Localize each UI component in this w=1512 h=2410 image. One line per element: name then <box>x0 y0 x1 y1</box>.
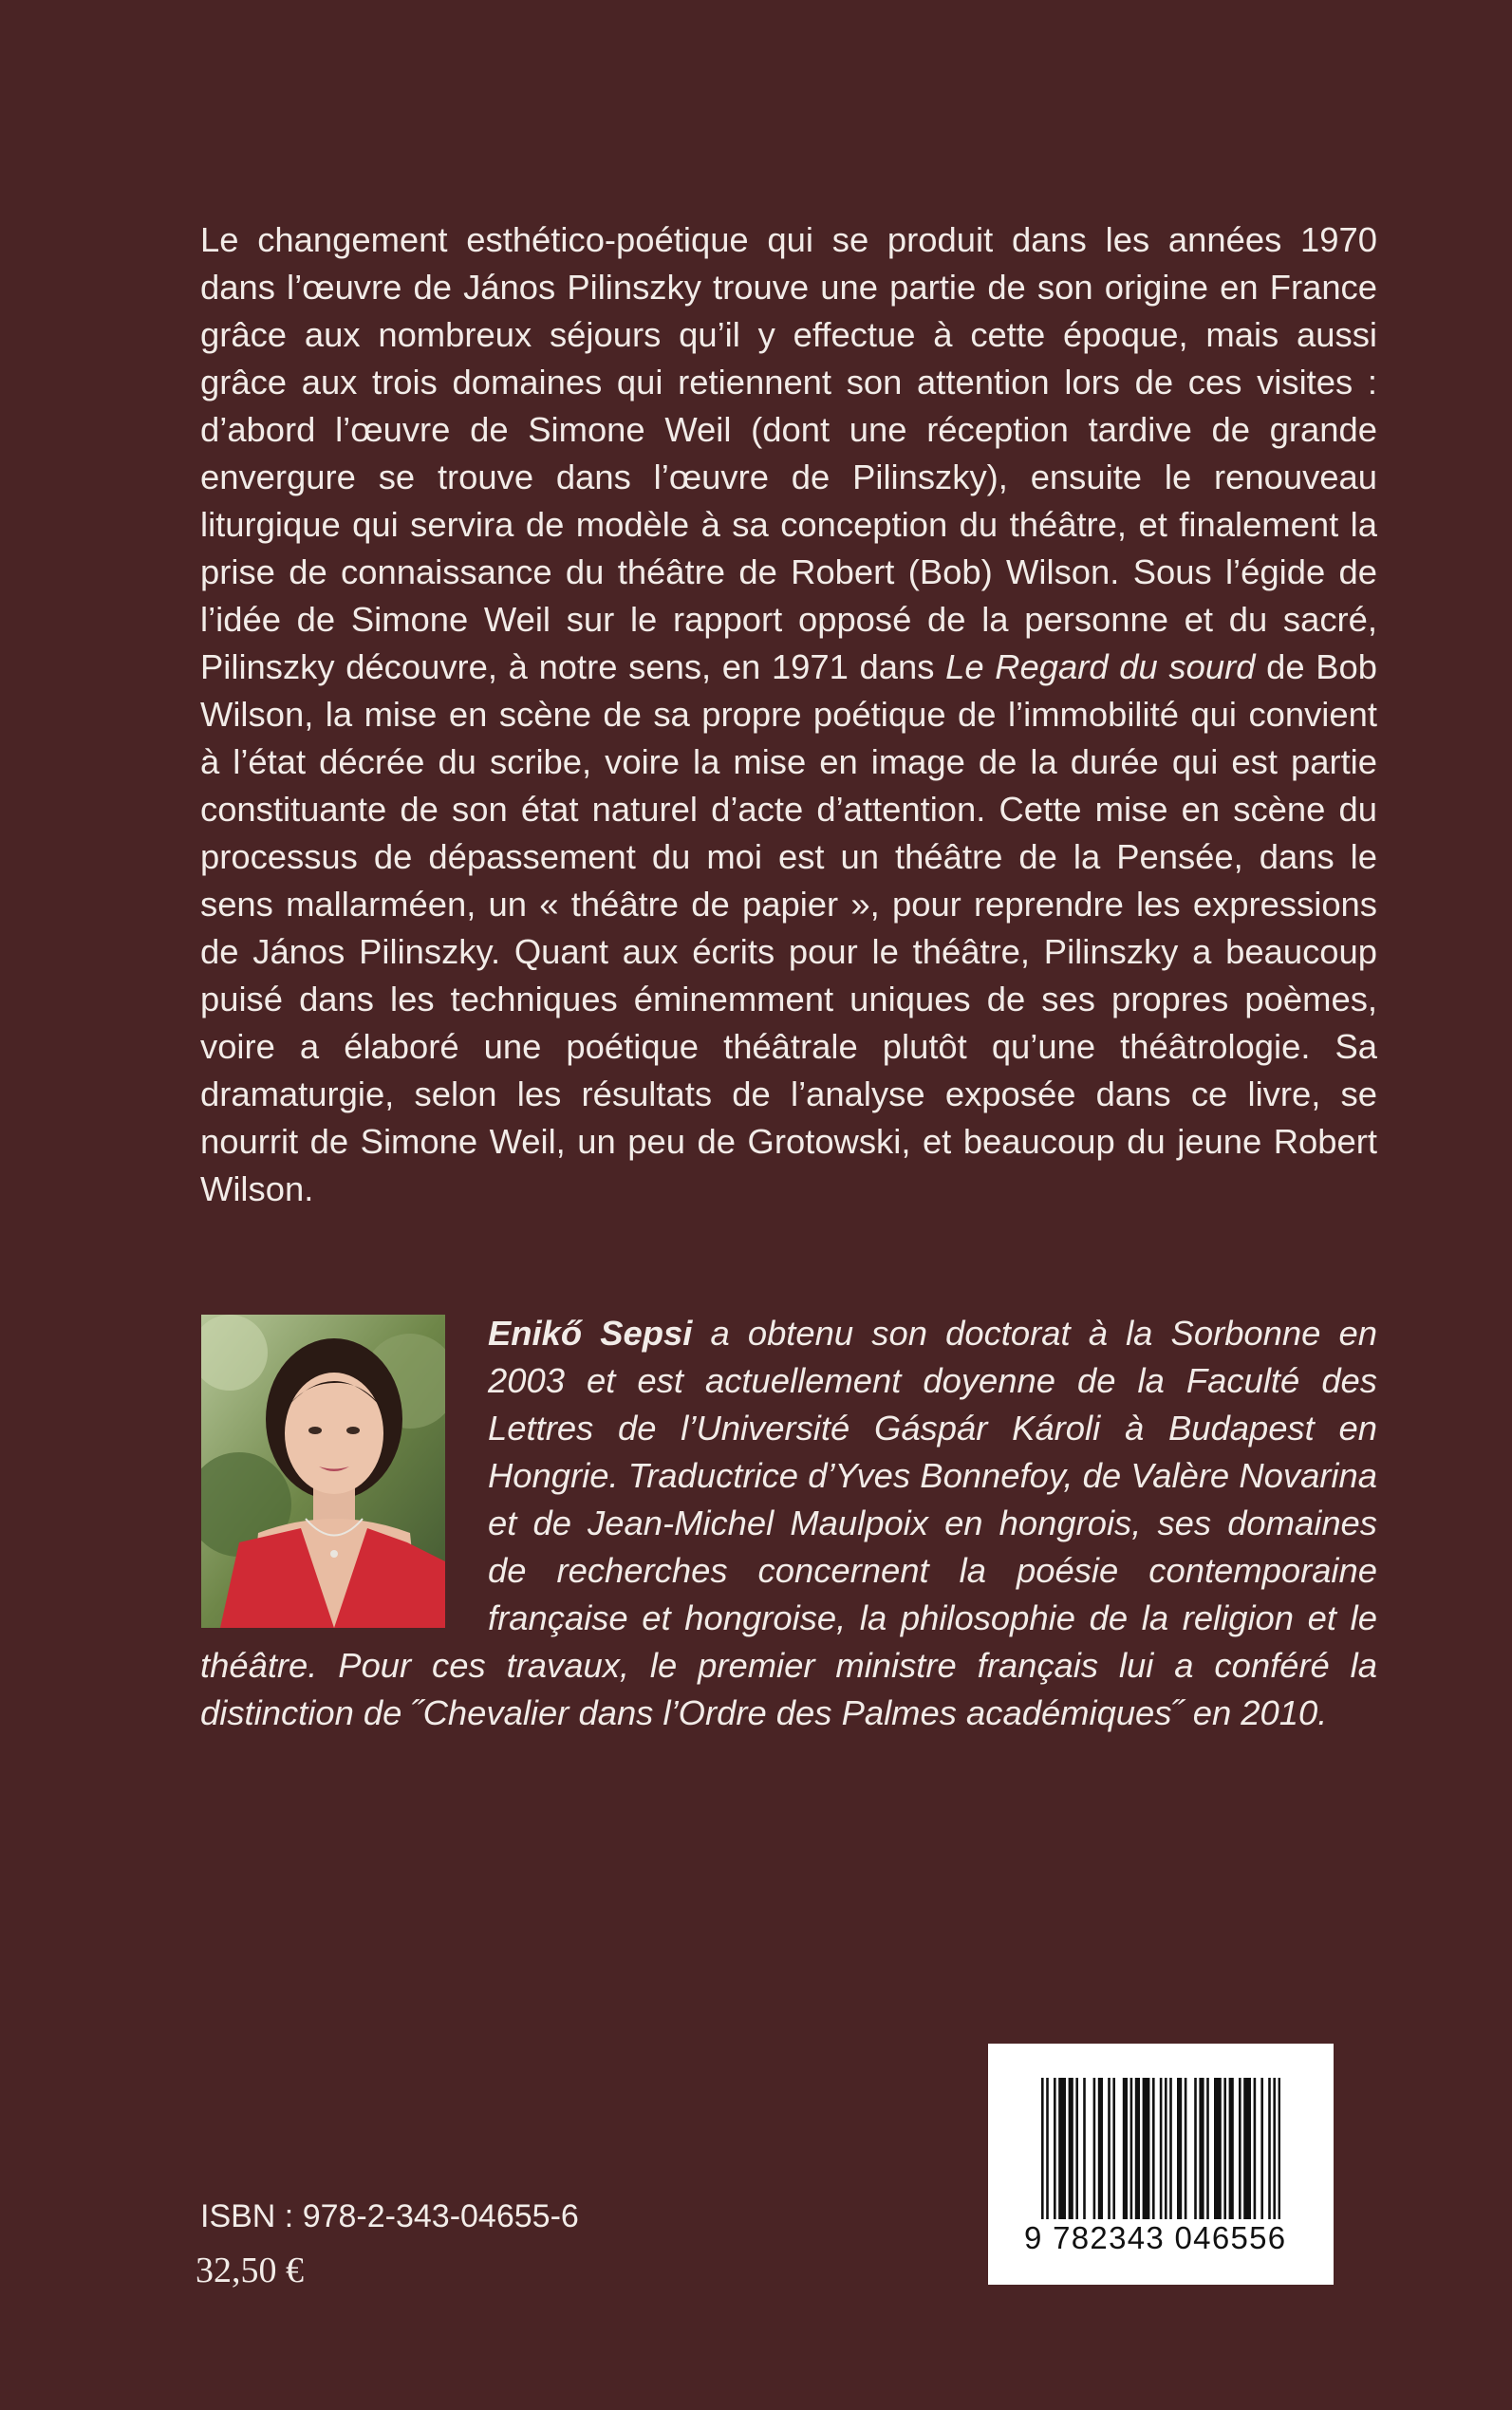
barcode-bar <box>1223 2078 1226 2234</box>
barcode-bar <box>1054 2078 1056 2234</box>
barcode-bar <box>1098 2078 1103 2234</box>
barcode-bar <box>1143 2078 1150 2234</box>
barcode-bar <box>1273 2078 1276 2234</box>
price-label: 32,50 € <box>196 2251 304 2290</box>
barcode <box>988 2044 1334 2285</box>
barcode-bar <box>1069 2078 1073 2234</box>
photo-spacer <box>200 1310 488 1637</box>
barcode-bar <box>1169 2078 1172 2234</box>
barcode-bar <box>1046 2078 1049 2234</box>
barcode-bar <box>1041 2078 1044 2234</box>
author-name: Enikő Sepsi <box>488 1314 693 1353</box>
summary-part-2: de Bob Wilson, la mise en scène de sa propre poétique de l’immobilité qui convient à l’état décrée du scribe, voire la mise en image de la durée qui est partie constituante de son état naturel d’acte d’attention. Cette mise en scène du processus de dépassement du moi est un théâtre de la Pensée, dans le sens mallarméen, un « théâtre de papier », pour reprendre les expressions de János Pilinszky. Quant aux écrits pour le théâtre, Pilinszky a beaucoup puisé dans les techniques éminemment uniques de ses propres poèmes, voire a élaboré une poétique théâtrale plutôt qu’une théâtrologie. Sa dramaturgie, selon les résultats de l’analyse exposée dans ce livre, se nourrit de Simone Weil, un peu de Grotowski, et beaucoup du jeune Robert Wilson. <box>200 647 1377 1208</box>
barcode-bar <box>1268 2078 1271 2234</box>
barcode-bar <box>1239 2078 1241 2234</box>
barcode-bar <box>1058 2078 1066 2234</box>
barcode-digits: 9 782343 046556 <box>1024 2219 1309 2257</box>
barcode-bar <box>1185 2078 1187 2234</box>
author-bio-text: a obtenu son doctorat à la Sorbonne en 2003 et est actuellement doyenne de la Faculté des Lettres de l’Université Gáspár Károli à Budapest en Hongrie. Traductrice d’Yves Bonnefoy, de Valère Novarina et de Jean-Michel Maulpoix en hongrois, ses domaines de recherches concernent la poésie contemporaine française et hongroise, la philosophie de la religion et le théâtre. Pour ces travaux, le premier ministre français lui a conféré la distinction de ˝Chevalier dans l’Ordre des Palmes académiques˝ en 2010. <box>200 1314 1378 1732</box>
barcode-bar <box>1093 2078 1096 2234</box>
barcode-bar <box>1260 2078 1263 2234</box>
barcode-bar <box>1075 2078 1078 2234</box>
barcode-bar <box>1112 2078 1115 2234</box>
barcode-bar <box>1108 2078 1111 2234</box>
barcode-bar <box>1177 2078 1182 2234</box>
barcode-bar <box>1194 2078 1197 2234</box>
barcode-bar <box>1206 2078 1209 2234</box>
barcode-bar <box>1243 2078 1251 2234</box>
barcode-bar <box>1130 2078 1133 2234</box>
barcode-bar <box>1214 2078 1222 2234</box>
summary-italic-title: Le Regard du sourd <box>945 647 1256 686</box>
barcode-bar <box>1152 2078 1155 2234</box>
summary-part-1: Le changement esthético-poétique qui se produit dans les années 1970 dans l’œuvre de János Pilinszky trouve une partie de son origine en France grâce aux nombreux séjours qu’il y effectue à cette époque, mais aussi grâce aux trois domaines qui retiennent son attention lors de ces visites : d’abord l’œuvre de Simone Weil (dont une réception tardive de grande envergure se trouve dans l’œuvre de Pilinszky), ensuite le renouveau liturgique qui servira de modèle à sa conception du théâtre, et finalement la prise de connaissance du théâtre de Robert (Bob) Wilson. Sous l’égide de l’idée de Simone Weil sur le rapport opposé de la personne et du sacré, Pilinszky découvre, à notre sens, en 1971 dans <box>200 220 1377 686</box>
barcode-bar <box>1199 2078 1204 2234</box>
barcode-bar <box>1165 2078 1167 2234</box>
barcode-bar <box>1229 2078 1234 2234</box>
isbn-label: ISBN : 978-2-343-04655-6 <box>200 2198 579 2234</box>
author-biography <box>200 1310 1377 1737</box>
barcode-bars <box>1041 2078 1280 2234</box>
barcode-bar <box>1160 2078 1163 2234</box>
barcode-bar <box>1123 2078 1128 2234</box>
barcode-bar <box>1083 2078 1086 2234</box>
barcode-bar <box>1254 2078 1257 2234</box>
barcode-bar <box>1135 2078 1140 2234</box>
barcode-bar <box>1279 2078 1280 2234</box>
back-cover-summary <box>200 216 1377 1213</box>
